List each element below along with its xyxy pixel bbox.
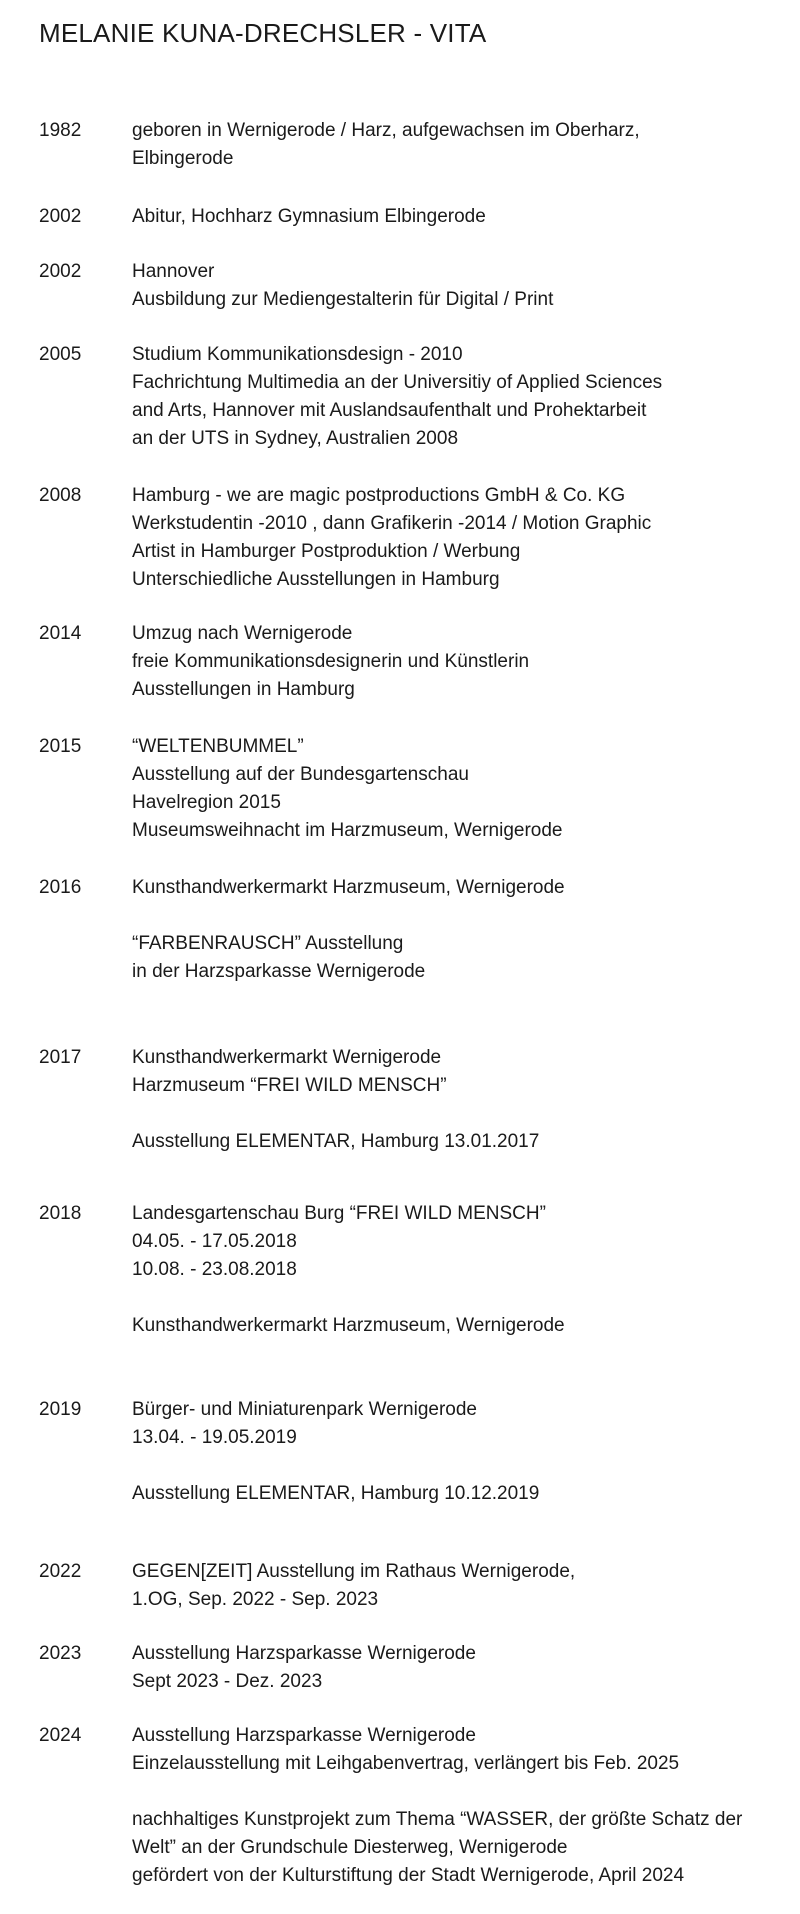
- vita-text-line: 1.OG, Sep. 2022 - Sep. 2023: [132, 1589, 379, 1610]
- vita-description: [132, 1722, 782, 1890]
- vita-text-line: Werkstudentin -2010 , dann Grafikerin -2014 / Motion Graphic: [132, 513, 652, 534]
- vita-text-line: “WELTENBUMMEL”: [132, 736, 304, 757]
- vita-text-line: Unterschiedliche Ausstellungen in Hamburg: [132, 569, 500, 590]
- vita-paragraph: [132, 733, 782, 845]
- vita-text-line: Ausstellung auf der Bundesgartenschau: [132, 764, 469, 785]
- vita-year: 2015: [39, 736, 82, 757]
- vita-text-line: Umzug nach Wernigerode: [132, 623, 353, 644]
- vita-text-line: freie Kommunikationsdesignerin und Künstlerin: [132, 651, 530, 672]
- vita-text-line: Ausbildung zur Mediengestalterin für Digital / Print: [132, 289, 554, 310]
- page-title: MELANIE KUNA-DRECHSLER - VITA: [39, 18, 487, 48]
- vita-paragraph: [132, 620, 782, 704]
- vita-paragraph: [132, 1640, 782, 1696]
- vita-year: 2014: [39, 623, 82, 644]
- vita-text-line: Hamburg - we are magic postproductions GmbH & Co. KG: [132, 485, 626, 506]
- vita-text-line: Kunsthandwerkermarkt Harzmuseum, Wernigerode: [132, 1315, 565, 1336]
- vita-text-line: Sept 2023 - Dez. 2023: [132, 1671, 323, 1692]
- vita-paragraph: [132, 1312, 782, 1340]
- vita-year: 2008: [39, 485, 82, 506]
- vita-text-line: Havelregion 2015: [132, 792, 281, 813]
- vita-description: [132, 482, 782, 594]
- vita-text-line: 10.08. - 23.08.2018: [132, 1259, 297, 1280]
- vita-text-line: Artist in Hamburger Postproduktion / Werbung: [132, 541, 521, 562]
- vita-year: 2017: [39, 1047, 82, 1068]
- vita-text-line: Elbingerode: [132, 148, 234, 169]
- vita-year: 1982: [39, 120, 82, 141]
- vita-year: 2005: [39, 344, 82, 365]
- vita-text-line: Studium Kommunikationsdesign - 2010: [132, 344, 463, 365]
- vita-paragraph: [132, 1806, 782, 1890]
- vita-paragraph: [132, 1480, 782, 1508]
- vita-year: 2023: [39, 1643, 82, 1664]
- vita-paragraph: [132, 1128, 782, 1156]
- vita-paragraph: [132, 341, 782, 453]
- vita-paragraph: [132, 258, 782, 314]
- vita-text-line: Fachrichtung Multimedia an der Universitiy of Applied Sciences: [132, 372, 663, 393]
- vita-paragraph: [132, 1044, 782, 1100]
- vita-description: [132, 733, 782, 845]
- vita-paragraph: [132, 1722, 782, 1778]
- vita-text-line: Landesgartenschau Burg “FREI WILD MENSCH”: [132, 1203, 546, 1224]
- vita-text-line: nachhaltiges Kunstprojekt zum Thema “WASSER, der größte Schatz der: [132, 1809, 743, 1830]
- vita-text-line: Ausstellung ELEMENTAR, Hamburg 10.12.2019: [132, 1483, 540, 1504]
- vita-text-line: Einzelausstellung mit Leihgabenvertrag, verlängert bis Feb. 2025: [132, 1753, 680, 1774]
- vita-description: [132, 1558, 782, 1614]
- vita-description: [132, 620, 782, 704]
- vita-year: 2024: [39, 1725, 82, 1746]
- vita-description: [132, 258, 782, 314]
- vita-year: 2002: [39, 261, 82, 282]
- vita-text-line: and Arts, Hannover mit Auslandsaufenthalt und Prohektarbeit: [132, 400, 647, 421]
- vita-paragraph: [132, 117, 782, 173]
- vita-paragraph: [132, 1396, 782, 1452]
- vita-text-line: Ausstellung ELEMENTAR, Hamburg 13.01.2017: [132, 1131, 540, 1152]
- vita-description: [132, 1044, 782, 1156]
- vita-text-line: 04.05. - 17.05.2018: [132, 1231, 297, 1252]
- vita-paragraph: [132, 1558, 782, 1614]
- vita-text-line: Kunsthandwerkermarkt Harzmuseum, Wernigerode: [132, 877, 565, 898]
- vita-year: 2018: [39, 1203, 82, 1224]
- vita-text-line: GEGEN[ZEIT] Ausstellung im Rathaus Wernigerode,: [132, 1561, 576, 1582]
- vita-description: [132, 1396, 782, 1508]
- vita-text-line: 13.04. - 19.05.2019: [132, 1427, 297, 1448]
- vita-text-line: Abitur, Hochharz Gymnasium Elbingerode: [132, 206, 486, 227]
- vita-paragraph: [132, 203, 782, 231]
- vita-paragraph: [132, 482, 782, 594]
- vita-text-line: Ausstellung Harzsparkasse Wernigerode: [132, 1725, 476, 1746]
- vita-description: [132, 874, 782, 986]
- vita-paragraph: [132, 1200, 782, 1284]
- vita-text-line: gefördert von der Kulturstiftung der Stadt Wernigerode, April 2024: [132, 1865, 685, 1886]
- vita-description: [132, 203, 782, 231]
- vita-description: [132, 117, 782, 173]
- vita-text-line: Kunsthandwerkermarkt Wernigerode: [132, 1047, 442, 1068]
- vita-text-line: geboren in Wernigerode / Harz, aufgewachsen im Oberharz,: [132, 120, 640, 141]
- vita-year: 2022: [39, 1561, 82, 1582]
- vita-text-line: Ausstellung Harzsparkasse Wernigerode: [132, 1643, 476, 1664]
- vita-paragraph: [132, 874, 782, 902]
- vita-description: [132, 1200, 782, 1340]
- vita-paragraph: [132, 930, 782, 986]
- vita-text-line: Welt” an der Grundschule Diesterweg, Wernigerode: [132, 1837, 568, 1858]
- vita-description: [132, 1640, 782, 1696]
- vita-year: 2019: [39, 1399, 82, 1420]
- vita-text-line: Harzmuseum “FREI WILD MENSCH”: [132, 1075, 447, 1096]
- vita-year: 2002: [39, 206, 82, 227]
- vita-text-line: Ausstellungen in Hamburg: [132, 679, 355, 700]
- vita-text-line: an der UTS in Sydney, Australien 2008: [132, 428, 459, 449]
- vita-description: [132, 341, 782, 453]
- vita-text-line: Bürger- und Miniaturenpark Wernigerode: [132, 1399, 477, 1420]
- vita-text-line: in der Harzsparkasse Wernigerode: [132, 961, 426, 982]
- vita-text-line: Museumsweihnacht im Harzmuseum, Wernigerode: [132, 820, 563, 841]
- vita-text-line: “FARBENRAUSCH” Ausstellung: [132, 933, 404, 954]
- vita-year: 2016: [39, 877, 82, 898]
- vita-text-line: Hannover: [132, 261, 215, 282]
